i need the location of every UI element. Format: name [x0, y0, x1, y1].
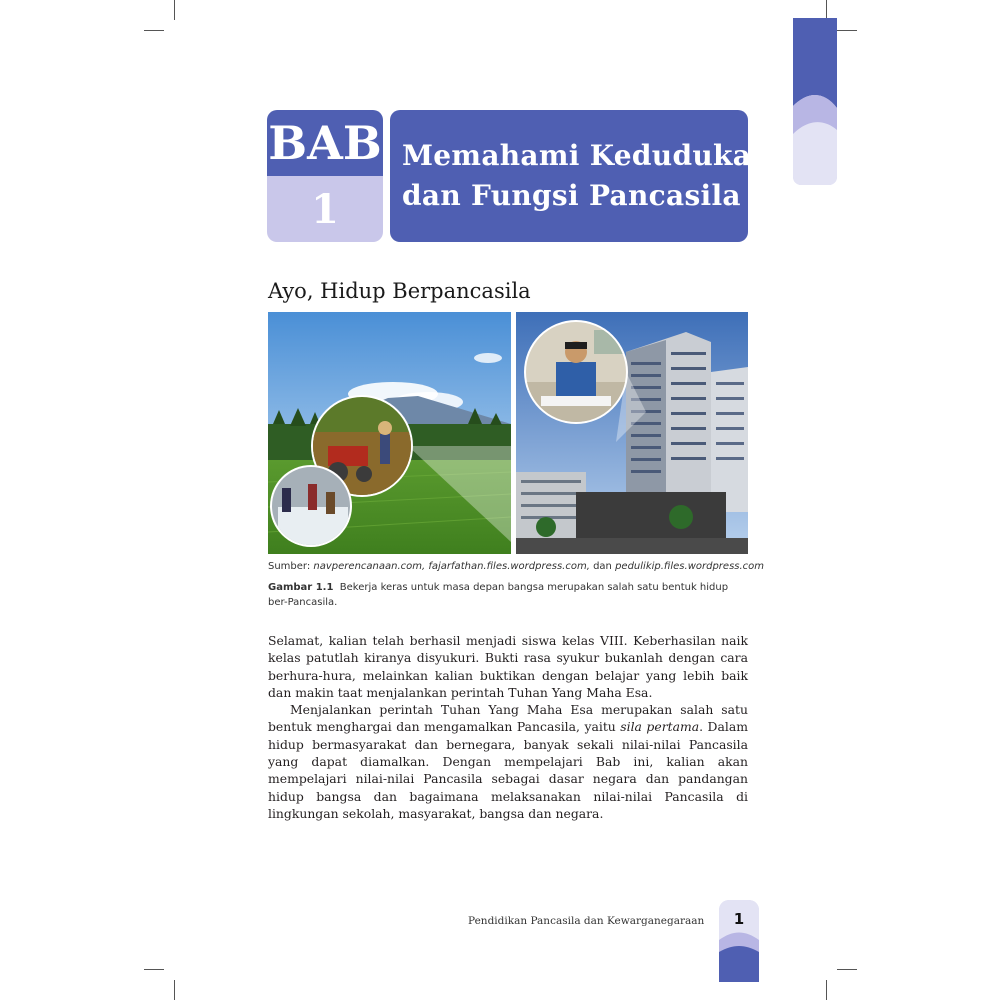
source-link-2: fajarfathan.files.wordpress.com, [428, 561, 590, 572]
section-heading: Ayo, Hidup Berpancasila [268, 279, 531, 303]
footer-book-title: Pendidikan Pancasila dan Kewarganegaraan [468, 915, 705, 927]
crop-mark [837, 30, 857, 31]
paragraph-2-italic: sila pertama [620, 719, 700, 735]
office-buildings-photo [516, 312, 748, 554]
crop-mark [144, 969, 164, 970]
crop-mark [144, 30, 164, 31]
paragraph-2-part-a: Menjalankan perintah Tuhan Yang Maha Esa merupakan salah satu bentuk menghargai dan mengamalkan Pancasila, yaitu [268, 702, 748, 735]
source-label: Sumber: [268, 561, 311, 572]
office-photo-graphic [516, 312, 748, 554]
chapter-number: 1 [267, 176, 383, 242]
paragraph-1: Selamat, kalian telah berhasil menjadi siswa kelas VIII. Keberhasilan naik kelas patutlah kiranya disyukuri. Bukti rasa syukur bukanlah dengan cara berhura-hura, melainkan kalian buktikan dengan belajar yang lebih baik dan makin taat menjalankan perintah Tuhan Yang Maha Esa. [268, 633, 748, 700]
page-number-tab [719, 900, 759, 982]
paragraph-2-part-b: . Dalam hidup bermasyarakat dan bernegara, banyak sekali nilai-nilai Pancasila yang dapat diamalkan. Dengan mempelajari Bab ini, kalian akan mempelajari nilai-nilai Pancasila sebagai dasar negara dan pandangan hidup bangsa dan bagaimana melaksanakan nilai-nilai Pancasila di lingkungan sekolah, masyarakat, bangsa dan negara. [268, 719, 748, 821]
farming-photo-graphic [268, 312, 511, 554]
crop-mark [174, 980, 175, 1000]
caption-label: Gambar 1.1 [268, 582, 334, 593]
crop-mark [826, 0, 827, 20]
figure-source [268, 561, 765, 572]
figure-caption [268, 580, 748, 610]
chapter-side-tab [793, 18, 837, 185]
chapter-title-box [390, 110, 772, 242]
source-link-1: navperencanaan.com, [313, 561, 426, 572]
chapter-title-line-2: dan Fungsi Pancasila [402, 179, 741, 212]
source-and: dan [593, 561, 612, 572]
crop-mark [174, 0, 175, 20]
crop-mark [826, 980, 827, 1000]
source-link-3: pedulikip.files.wordpress.com [615, 561, 765, 572]
paragraph-2 [268, 701, 748, 822]
page-number: 1 [733, 910, 745, 928]
chapter-label-box [267, 110, 383, 242]
farming-photo [268, 312, 511, 554]
body-text [268, 632, 748, 822]
side-tab-graphic [793, 18, 837, 185]
crop-mark [837, 969, 857, 970]
caption-text: Bekerja keras untuk masa depan bangsa merupakan salah satu bentuk hidup ber-Pancasila. [268, 582, 729, 608]
chapter-title-line-1: Memahami Kedudukan [402, 139, 772, 172]
chapter-label: BAB [267, 110, 383, 176]
